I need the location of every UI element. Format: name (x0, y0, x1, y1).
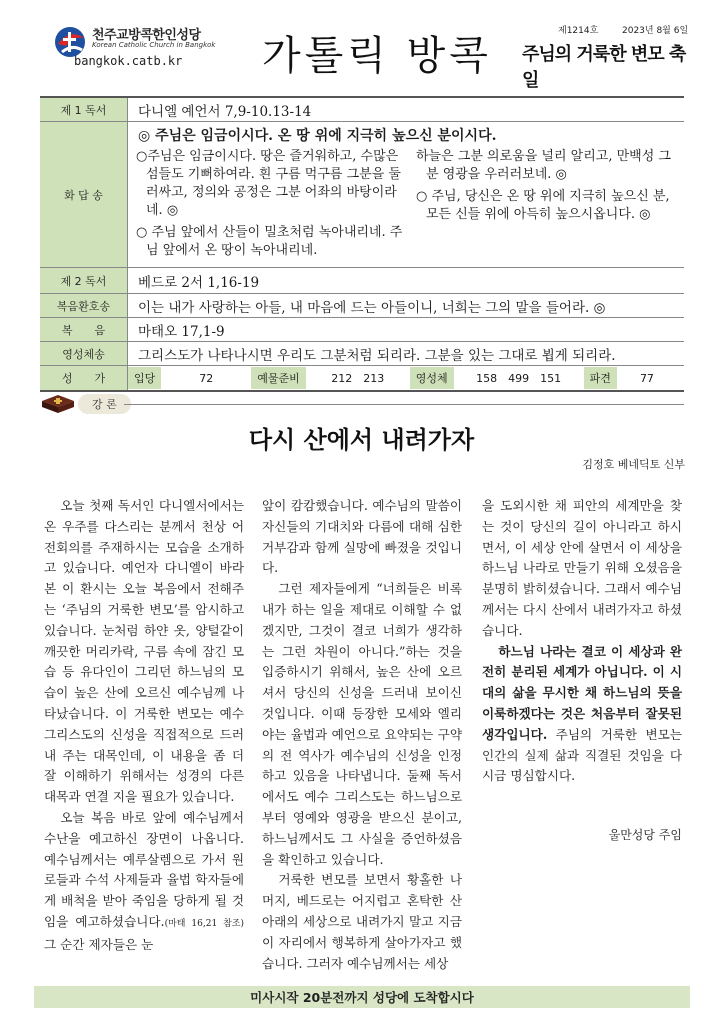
homily-text: 오늘 복음 바로 앞에 예수님께서 수난을 예고하신 장면이 나옵니다. 예수님께서는 예루살렘으로 가서 원로들과 수석 사제들과 율법 학자들에게 배척을 받아 죽임을 당하게 될 것임을 예고하셨습니다. (44, 809, 244, 929)
homily-badge (40, 393, 131, 415)
communion-antiphon-value: 그리스도가 나타나시면 우리도 그분처럼 되리라. 그분을 있는 그대로 뵙게 되리라. (138, 347, 616, 364)
communion-antiphon-label: 영성체송 (40, 342, 128, 365)
gospel-value: 마태오 17,1-9 (138, 323, 225, 340)
homily-signature: 울만성당 주임 (608, 828, 682, 842)
bulletin-title: 가톨릭 방콕 (262, 33, 492, 79)
footer-notice: 미사시작 20분전까지 성당에 도착합시다 (34, 986, 690, 1008)
homily-paragraph: 을 도외시한 채 피안의 세계만을 찾는 것이 당신의 길이 아니라고 하시면서, 이 세상 안에 살면서 이 세상을 하느님 나라로 만들기 위해 오셨음을 분명히 밝히셨습니다. 그래서 예수님께서는 다시 산에서 내려가자고 하셨습니다. (482, 498, 682, 638)
psalm-verse: ○주님은 임금이시다. 땅은 즐거워하고, 수많은 섬들도 기뻐하여라. 흰 구름 먹구름 그분을 둘러싸고, 정의와 공정은 그분 어좌의 바탕이라네. ◎ (136, 149, 401, 218)
masthead (34, 22, 694, 92)
psalm-column-right (414, 148, 680, 228)
homily-emphasis: 하느님 나라는 결코 이 세상과 완전히 분리된 세계가 아닙니다. 이 시대의 삶을 무시한 채 하느님의 뜻을 이룩하겠다는 것은 처음부터 잘못된 생각입니다. (482, 643, 682, 742)
entrance-hymn-label: 입당 (128, 367, 161, 389)
homily-paragraph: 그런 제자들에게 “너희들은 비록 내가 하는 일을 제대로 이해할 수 없겠지만, 그것이 결코 너희가 생각하는 그런 차원이 아니다.”하는 것을 입증하시기 위해서, 높은 산에 오르셔서 당신의 신성을 드러내 보이신 것입니다. 이때 등장한 모세와 엘리야는 율법과 예언으로 요약되는 구약의 전 역사가 예수님의 신성을 인정하고 있음을 나타냅니다. 둘째 독서에서도 예수 그리스도는 하느님으로부터 영예와 영광을 받으신 분이고, 하느님께서도 그 사실을 증언하셨음을 확인하고 있습니다. (262, 581, 462, 867)
hymn-numbers (128, 366, 684, 390)
homily-paragraph: 오늘 첫째 독서인 다니엘서에서는 온 우주를 다스리는 분께서 천상 어전회의를 주재하시는 모습을 소개하고 있습니다. 예언자 다니엘이 바라본 이 환시는 오늘 복음에서 전해주는 ‘주님의 거룩한 변모’를 암시하고 있습니다. 눈처럼 하얀 옷, 양털같이 깨끗한 머리카락, 구름 속에 잠긴 모습 등 유다인이 그리던 하느님의 모습이 높은 산에 오르신 예수님께 나타났습니다. 이 거룩한 변모는 예수 그리스도의 신성을 직접적으로 드러내 주는 대목인데, 이 내용을 좀 더 잘 이해하기 위해서는 성경의 다른 대목과 연결 지을 필요가 있습니다. (44, 498, 244, 805)
homily-text: 그 순간 제자들은 눈 (44, 936, 154, 952)
dismissal-hymn-number: 77 (639, 371, 654, 385)
psalm-verse: 하늘은 그분 의로움을 널리 알리고, 만백성 그분 영광을 우러러보네. ◎ (416, 149, 671, 182)
homily-title: 다시 산에서 내려가자 (248, 426, 475, 454)
psalm-column-left (134, 148, 406, 264)
first-reading-label: 제 1 독서 (40, 98, 128, 121)
communion-hymn-label: 영성체 (410, 367, 454, 389)
psalm-row (40, 122, 684, 268)
first-reading-value: 다니엘 예언서 7,9-10.13-14 (138, 103, 312, 120)
communion-hymn-numbers: 158 499 151 (476, 372, 562, 385)
church-name-english: Korean Catholic Church in Bangkok (92, 41, 216, 49)
section-divider (124, 404, 684, 405)
first-reading-row (40, 98, 684, 122)
gospel-label: 복 음 (40, 318, 128, 341)
church-url[interactable]: bangkok.catb.kr (74, 54, 183, 68)
homily-paragraph: 앞이 캄캄했습니다. 예수님의 말씀이 자신들의 기대치와 다름에 대해 심한 거부감과 함께 실망에 빠졌을 것입니다. (262, 498, 462, 576)
hymns-row (40, 366, 684, 390)
communion-antiphon-row (40, 342, 684, 366)
alleluia-value: 이는 내가 사랑하는 아들, 내 마음에 드는 아들이니, 너희는 그의 말을 들어라. ◎ (138, 299, 606, 316)
offertory-hymn-numbers: 212 213 (331, 372, 385, 385)
homily-author: 김정호 베네딕토 신부 (582, 458, 685, 471)
psalm-content (128, 122, 684, 267)
homily-column-1 (44, 496, 244, 956)
homily-text: 주님의 거룩한 변모는 인간의 실제 삶과 직결된 것임을 다시금 명심합시다. (482, 726, 682, 784)
homily-paragraph (44, 808, 244, 956)
entrance-hymn-number: 72 (199, 371, 214, 385)
psalm-response: ◎ 주님은 임금이시다. 온 땅 위에 지극히 높으신 분이시다. (138, 128, 497, 144)
psalm-verse: ○ 주님 앞에서 산들이 밀초처럼 녹아내리네. 주님 앞에서 온 땅이 녹아내리네. (136, 225, 403, 258)
hymns-label: 성 가 (40, 366, 128, 390)
scripture-reference: (마태 16,21 참조) (164, 918, 244, 929)
bible-book-icon (40, 393, 76, 415)
homily-paragraph (482, 642, 682, 788)
alleluia-row (40, 294, 684, 318)
psalm-label: 화 답 송 (40, 122, 128, 267)
second-reading-label: 제 2 독서 (40, 268, 128, 293)
church-name: 천주교방콕한인성당 (92, 28, 201, 43)
dismissal-hymn-label: 파견 (584, 367, 617, 389)
issue-date: 2023년 8월 6일 (622, 26, 689, 36)
psalm-verse: ○ 주님, 당신은 온 땅 위에 지극히 높으신 분, 모든 신들 위에 아득히 높으시옵니다. ◎ (416, 189, 670, 222)
homily-label: 강 론 (78, 394, 131, 414)
gospel-row (40, 318, 684, 342)
homily-column-3 (482, 496, 682, 787)
second-reading-value: 베드로 2서 1,16-19 (138, 274, 260, 291)
alleluia-label: 복음환호송 (40, 294, 128, 317)
issue-number: 제1214호 (558, 26, 599, 36)
offertory-hymn-label: 예물준비 (251, 367, 306, 389)
readings-table (40, 96, 684, 392)
second-reading-row (40, 268, 684, 294)
feast-name: 주님의 거룩한 변모 축일 (522, 44, 686, 91)
homily-column-2 (262, 496, 462, 974)
homily-paragraph: 거룩한 변모를 보면서 황홀한 나머지, 베드로는 어지럽고 혼탁한 산 아래의 세상으로 내려가지 말고 지금 이 자리에서 행복하게 살아가자고 했습니다. 그러자 예수님께서는 세상 (262, 872, 462, 971)
